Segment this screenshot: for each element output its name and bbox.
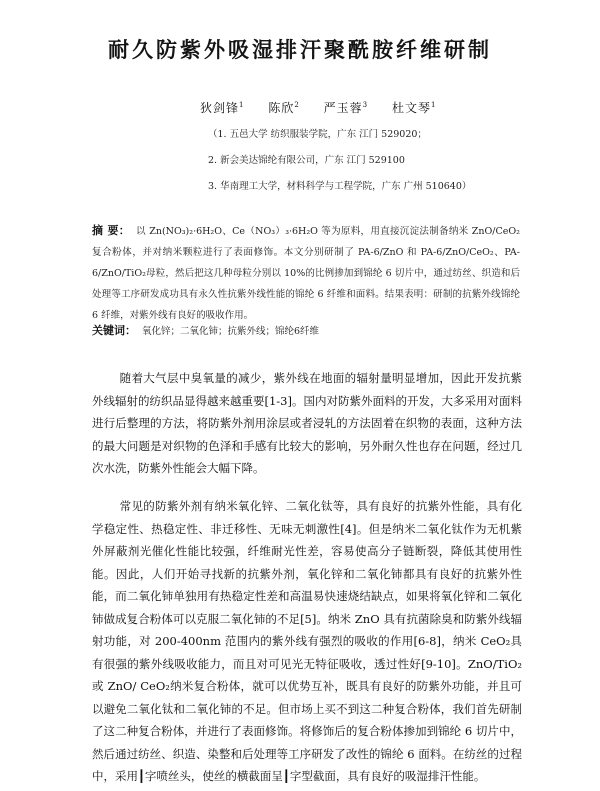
author-4 bbox=[392, 101, 435, 115]
author-2 bbox=[268, 101, 298, 115]
paper-title: 耐久防紫外吸湿排汗聚酰胺纤维研制 bbox=[108, 38, 492, 62]
abstract bbox=[92, 220, 520, 326]
author-name: 杜文琴 bbox=[391, 101, 431, 115]
keywords-label: 关键词： bbox=[92, 324, 136, 337]
author-3 bbox=[324, 101, 367, 115]
author-name: 严玉蓉 bbox=[323, 101, 363, 115]
author-1 bbox=[200, 101, 243, 115]
affiliation-3: 3. 华南理工大学，材料科学与工程学院，广东 广州 510640） bbox=[208, 181, 472, 192]
author-name: 狄剑锋 bbox=[200, 101, 240, 115]
abstract-text: 以 Zn(NO₃)₂·6H₂O、Ce（NO₃）₃·6H₂O 等为原料，用直接沉淀法制备纳米 ZnO/CeO₂复合粉体，并对纳米颗粒进行了表面修饰。本文分别研制了 PA-6/ZnO 和 PA-6/ZnO/CeO₂、PA-6/ZnO/TiO₂母粒，然后把这几种母粒分别以 10%的比例掺加到锦纶 6 切片中，通过纺丝、织造和后处理等工序研发成功具有永久性抗紫外线性能的锦纶 6 纤维和面料。结果表明：研制的抗紫外线锦纶 6 纤维，对紫外线有良好的吸收作用。 bbox=[92, 226, 520, 321]
keywords-text: 氧化锌；二氧化铈；抗紫外线；锦纶6纤维 bbox=[142, 326, 320, 337]
body-paragraph-1: 随着大气层中臭氧量的减少，紫外线在地面的辐射量明显增加，因此开发抗紫外线辐射的纺织品显得越来越重要[1-3]。国内对防紫外面料的开发，大多采用对面料进行后整理的方法，将防紫外剂用涂层或者浸轧的方法固着在织物的表面，这种方法的最大问题是对织物的色泽和手感有比较大的影响，另外耐久性也存在问题，经过几次水洗，防紫外性能会大幅下降。 bbox=[92, 371, 522, 475]
author-name: 陈欣 bbox=[268, 101, 295, 115]
keywords bbox=[92, 322, 520, 338]
affiliation-2: 2. 新会美达锦纶有限公司，广东 江门 529100 bbox=[208, 155, 405, 166]
author-affil-mark: 2 bbox=[294, 101, 299, 109]
body-paragraph-2: 常见的防紫外剂有纳米氧化锌、二氧化钛等，具有良好的抗紫外性能，具有化学稳定性、热稳定性、非迁移性、无味无刺激性[4]。但是纳米二氧化钛作为无机紫外屏蔽剂光催化性能比较强，纤维耐光性差，容易使高分子链断裂，降低其使用性能。因此，人们开始寻找新的抗紫外剂，氧化锌和二氧化铈都具有良好的抗紫外性能，而二氧化铈单独用有热稳定性差和高温易快速烧结缺点，如果将氧化锌和二氧化铈做成复合粉体可以克服二氧化铈的不足[5]。纳米 ZnO 具有抗菌除臭和防紫外线辐射功能，对 200-400nm 范围内的紫外线有强烈的吸收的作用[6-8]，纳米 CeO₂具有很强的紫外线吸收能力，而且对可见光无特征吸收，透过性好[9-10]。ZnO/TiO₂或 ZnO/ CeO₂纳米复合粉体，就可以优势互补，既具有良好的防紫外功能，并且可以避免二氧化钛和二氧化铈的不足。但市场上买不到这二种复合粉体，我们首先研制了这二种复合粉体，并进行了表面修饰。将修饰后的复合粉体掺加到锦纶 6 切片中，然后通过纺丝、织造、染整和后处理等工序研发了改性的锦纶 6 面料。在纺丝的过程中，采用┃字喷丝头，使丝的横截面呈┃字型截面，具有良好的吸湿排汗性能。 bbox=[92, 499, 522, 783]
author-affil-mark: 3 bbox=[362, 101, 368, 109]
author-list bbox=[200, 99, 460, 116]
abstract-label: 摘 要： bbox=[92, 224, 131, 237]
affiliation-1: （1. 五邑大学 纺织服装学院，广东 江门 529020； bbox=[208, 129, 427, 140]
author-affil-mark: 1 bbox=[239, 101, 244, 109]
author-affil-mark: 1 bbox=[430, 101, 436, 109]
